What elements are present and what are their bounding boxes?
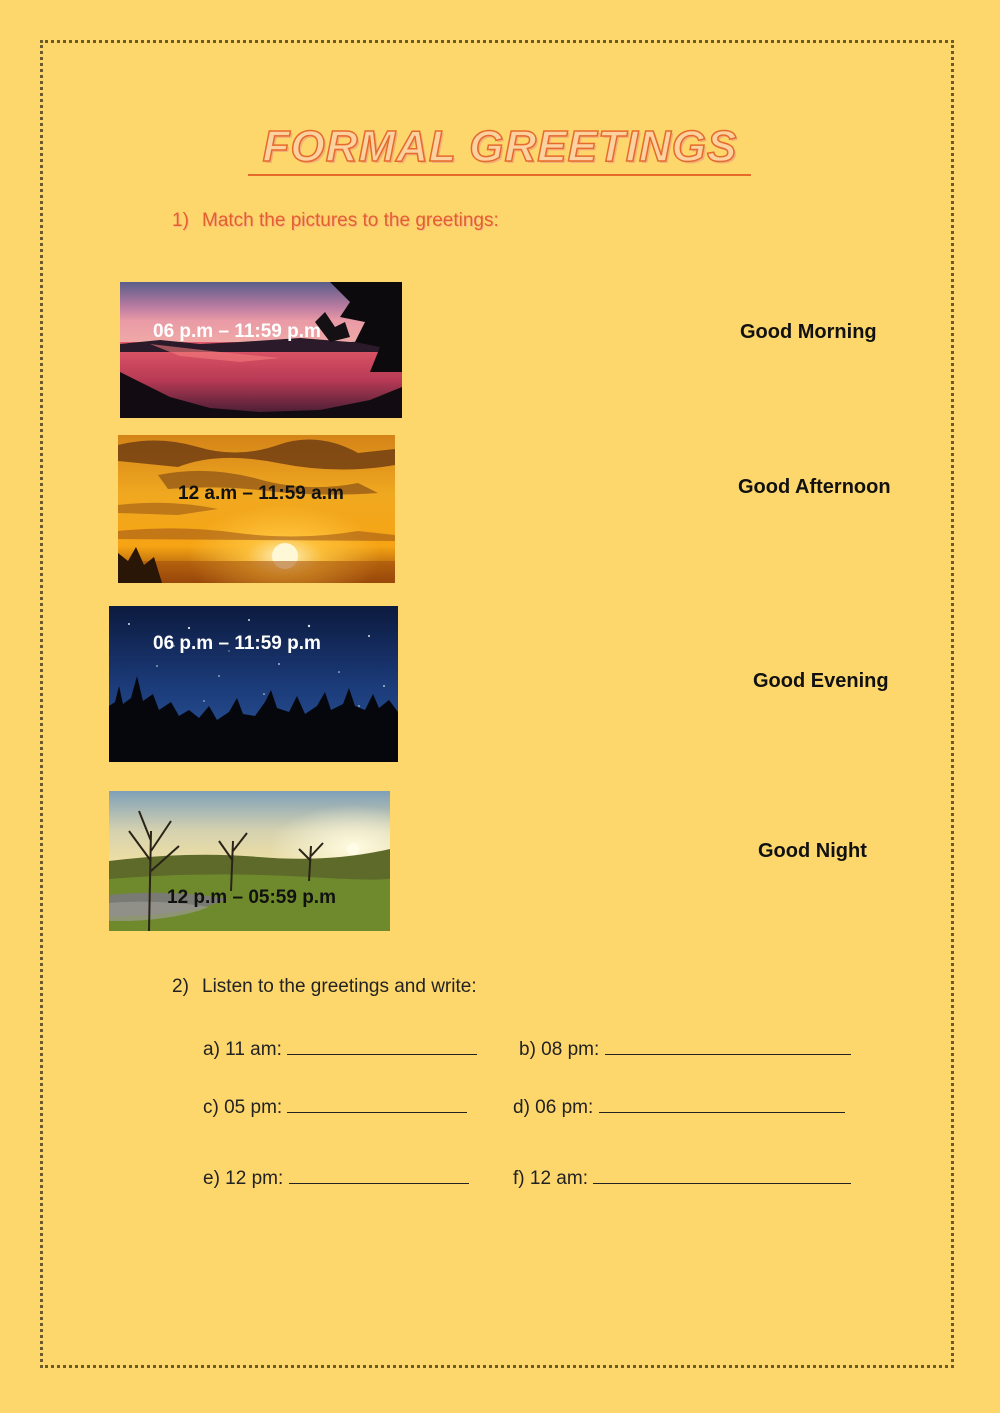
greeting-good-evening: Good Evening xyxy=(753,670,889,692)
answer-item-a xyxy=(203,1036,477,1061)
answer-label: f) 12 am: xyxy=(513,1168,588,1189)
picture-starry-night xyxy=(109,606,398,762)
picture-afternoon-field xyxy=(109,791,390,931)
greeting-good-morning: Good Morning xyxy=(740,321,877,343)
greeting-good-night: Good Night xyxy=(758,840,867,862)
picture-caption: 12 p.m – 05:59 p.m xyxy=(167,887,336,908)
title-underline xyxy=(248,174,751,176)
answer-item-f xyxy=(513,1165,851,1190)
answer-label: e) 12 pm: xyxy=(203,1168,284,1189)
exercise-1-instruction xyxy=(172,210,499,232)
picture-sunset-lake xyxy=(120,282,402,418)
exercise-2-instruction xyxy=(172,976,477,998)
answer-item-d xyxy=(513,1094,845,1119)
greeting-good-afternoon: Good Afternoon xyxy=(738,476,891,498)
answer-label: d) 06 pm: xyxy=(513,1097,594,1118)
answer-label: b) 08 pm: xyxy=(519,1039,600,1060)
page-title: FORMAL GREETINGS xyxy=(262,122,738,171)
answer-label: a) 11 am: xyxy=(203,1039,282,1060)
answer-blank[interactable] xyxy=(287,1036,477,1055)
picture-caption: 12 a.m – 11:59 a.m xyxy=(178,483,344,504)
answer-item-c xyxy=(203,1094,467,1119)
picture-caption: 06 p.m – 11:59 p.m xyxy=(153,633,321,654)
picture-sunrise-clouds xyxy=(118,435,395,583)
answer-label: c) 05 pm: xyxy=(203,1097,283,1118)
answer-blank[interactable] xyxy=(599,1094,845,1113)
exercise-2-text: Listen to the greetings and write: xyxy=(202,976,477,997)
exercise-1-text: Match the pictures to the greetings: xyxy=(202,210,499,231)
answer-blank[interactable] xyxy=(289,1165,469,1184)
answer-blank[interactable] xyxy=(287,1094,467,1113)
exercise-1-number: 1) xyxy=(172,210,189,231)
picture-caption: 06 p.m – 11:59 p.m xyxy=(153,321,321,342)
answer-blank[interactable] xyxy=(593,1165,851,1184)
answer-item-b xyxy=(519,1036,851,1061)
answer-blank[interactable] xyxy=(605,1036,851,1055)
answer-item-e xyxy=(203,1165,469,1190)
exercise-2-number: 2) xyxy=(172,976,189,997)
